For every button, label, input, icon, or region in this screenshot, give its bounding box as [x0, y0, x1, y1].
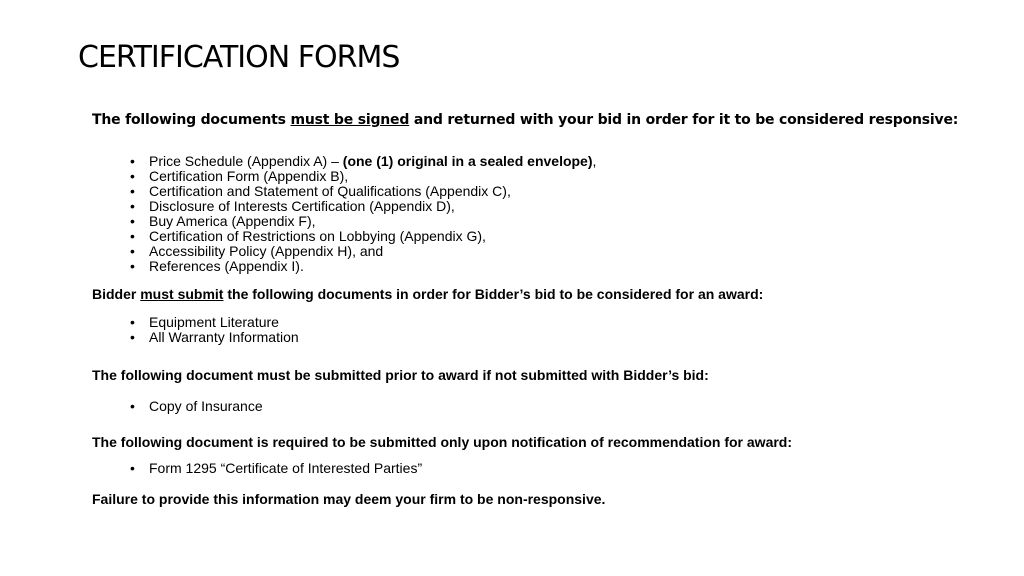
intro-before: The following documents [92, 112, 291, 128]
bullet-icon: • [130, 183, 135, 199]
bullet-icon: • [130, 213, 135, 229]
item-plain: Price Schedule (Appendix A) – [149, 153, 343, 169]
bullet-icon: • [130, 314, 135, 330]
list-item: • Equipment Literature [130, 314, 279, 330]
list-item: • Disclosure of Interests Certification (Appendix D), [130, 198, 455, 214]
list-item: • References (Appendix I). [130, 258, 304, 274]
prior-award-list [130, 399, 263, 414]
award-underlined: must submit [140, 286, 224, 302]
bullet-icon: • [130, 198, 135, 214]
intro-after: and returned with your bid in order for it to be considered responsive: [409, 112, 959, 128]
signed-documents-list [130, 154, 596, 274]
notification-list [130, 461, 422, 476]
bullet-icon: • [130, 398, 135, 414]
award-documents-list [130, 315, 299, 345]
item-bold: (one (1) original in a sealed envelope) [342, 153, 593, 169]
list-item: • All Warranty Information [130, 329, 299, 345]
notification-heading: The following document is required to be submitted only upon notification of recommendation for award: [92, 434, 793, 450]
bullet-icon: • [130, 243, 135, 259]
list-item: • Certification and Statement of Qualifications (Appendix C), [130, 183, 511, 199]
intro-text [92, 112, 958, 128]
slide-title: CERTIFICATION FORMS [78, 40, 400, 75]
bullet-icon: • [130, 460, 135, 476]
list-item: • Accessibility Policy (Appendix H), and [130, 243, 384, 259]
list-item: • Certification Form (Appendix B), [130, 168, 349, 184]
footer-note: Failure to provide this information may deem your firm to be non-responsive. [92, 491, 606, 507]
item-tail: , [592, 153, 597, 169]
intro-underlined: must be signed [290, 112, 410, 128]
bullet-icon: • [130, 228, 135, 244]
award-section-heading: Bidder must submit the following documents in order for Bidder’s bid to be considered for an award: [92, 286, 764, 302]
bullet-icon: • [130, 153, 135, 169]
bullet-icon: • [130, 258, 135, 274]
prior-award-heading: The following document must be submitted prior to award if not submitted with Bidder’s bid: [92, 367, 709, 383]
list-item: • Buy America (Appendix F), [130, 213, 316, 229]
bullet-icon: • [130, 329, 135, 345]
list-item [130, 154, 596, 169]
list-item: • Certification of Restrictions on Lobbying (Appendix G), [130, 228, 486, 244]
list-item: • Copy of Insurance [130, 398, 263, 414]
list-item: • Form 1295 “Certificate of Interested Parties” [130, 460, 423, 476]
bullet-icon: • [130, 168, 135, 184]
